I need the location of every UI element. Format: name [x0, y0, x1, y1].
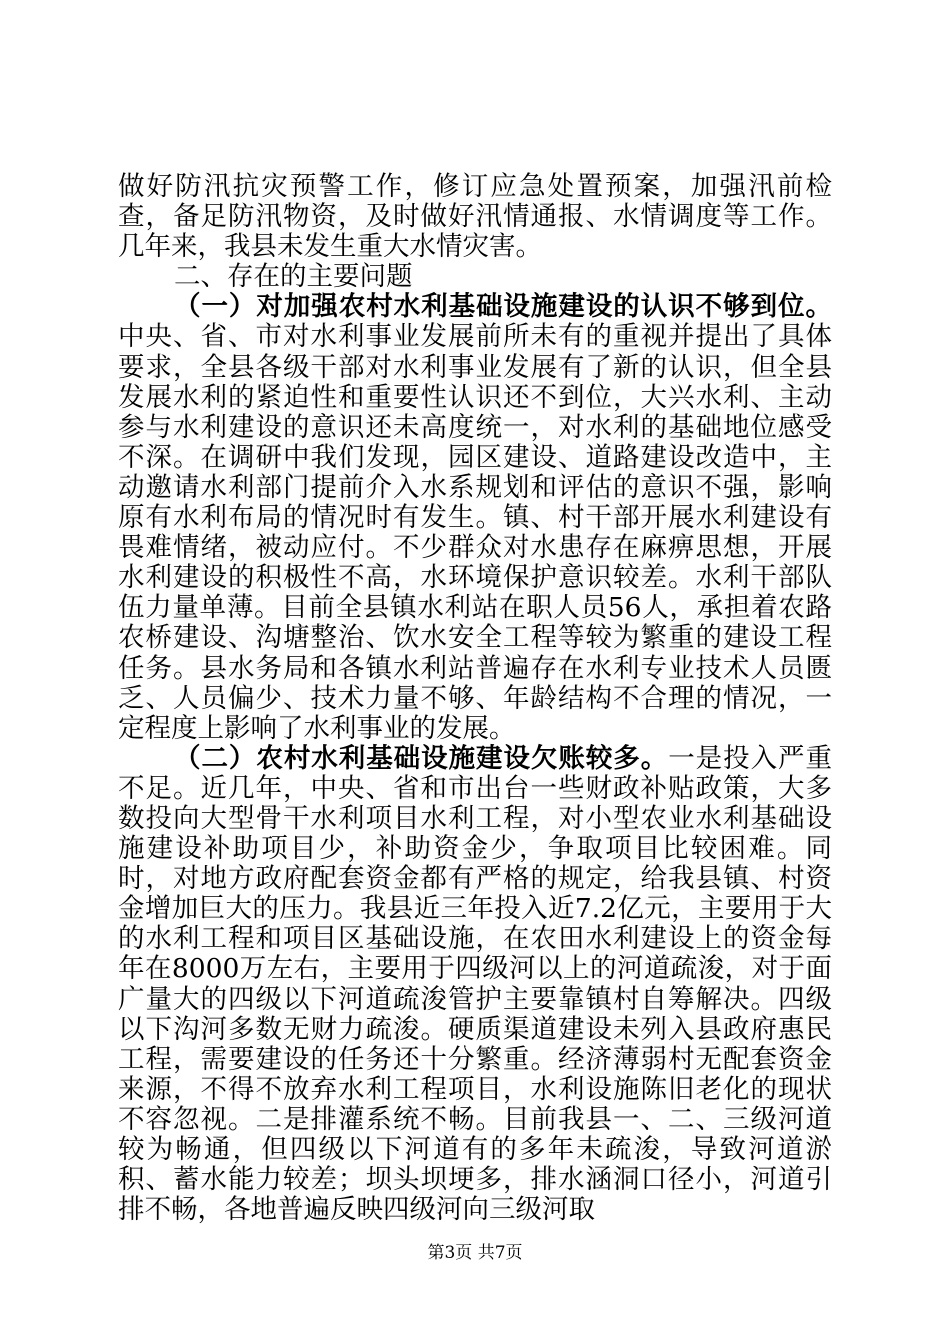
section-heading-main-problems [118, 262, 832, 292]
section-heading-text: 二、存在的主要问题 [174, 261, 413, 293]
page-number-footer: 第3页 共7页 [427, 1243, 523, 1263]
paragraph-text: 中央、省、市对水利事业发展前所未有的重视并提出了具体要求，全县各级干部对水利事业发展有了新的认识，但全县发展水利的紧迫性和重要性认识还不到位，大兴水利、主动参与水利建设的意识还未高度统一，对水利的基础地位感受不深。在调研中我们发现，园区建设、道路建设改造中，主动邀请水利部门提前介入水系规划和评估的意识不强，影响原有水利布局的情况时有发生。镇、村干部开展水利建设有畏难情绪，被动应付。不少群众对水患存在麻痹思想，开展水利建设的积极性不高，水环境保护意识较差。水利干部队伍力量单薄。目前全县镇水利站在职人员56人，承担着农路农桥建设、沟塘整治、饮水安全工程等较为繁重的建设工程任务。县水务局和各镇水利站普遍存在水利专业技术人员匮乏、人员偏少、技术力量不够、年龄结构不合理的情况，一定程度上影响了水利事业的发展。 [118, 321, 832, 744]
paragraph-problem-two [118, 744, 832, 1226]
problem-two-heading: （二）农村水利基础设施建设欠账较多。 [174, 742, 669, 774]
paragraph-problem-one [118, 292, 832, 743]
document-body [118, 172, 832, 1225]
paragraph-flood-prevention [118, 172, 832, 262]
paragraph-text: 做好防汛抗灾预警工作，修订应急处置预案，加强汛前检查，备足防汛物资，及时做好汛情通报、水情调度等工作。几年来，我县未发生重大水情灾害。 [118, 171, 832, 263]
problem-one-heading: （一）对加强农村水利基础设施建设的认识不够到位。 [174, 291, 832, 323]
paragraph-text: 一是投入严重不足。近几年，中央、省和市出台一些财政补贴政策，大多数投向大型骨干水利项目水利工程，对小型农业水利基础设施建设补助项目少，补助资金少，争取项目比较困难。同时，对地方政府配套资金都有严格的规定，给我县镇、村资金增加巨大的压力。我县近三年投入近7.2亿元，主要用于大的水利工程和项目区基础设施，在农田水利建设上的资金每年在8000万左右，主要用于四级河以上的河道疏浚，对于面广量大的四级以下河道疏浚管护主要靠镇村自筹解决。四级以下沟河多数无财力疏浚。硬质渠道建设未列入县政府惠民工程，需要建设的任务还十分繁重。经济薄弱村无配套资金来源，不得不放弃水利工程项目，水利设施陈旧老化的现状不容忽视。二是排灌系统不畅。目前我县一、二、三级河道较为畅通，但四级以下河道有的多年未疏浚，导致河道淤积、蓄水能力较差；坝头坝埂多，排水涵洞口径小，河道引排不畅，各地普遍反映四级河向三级河取 [118, 742, 833, 1226]
